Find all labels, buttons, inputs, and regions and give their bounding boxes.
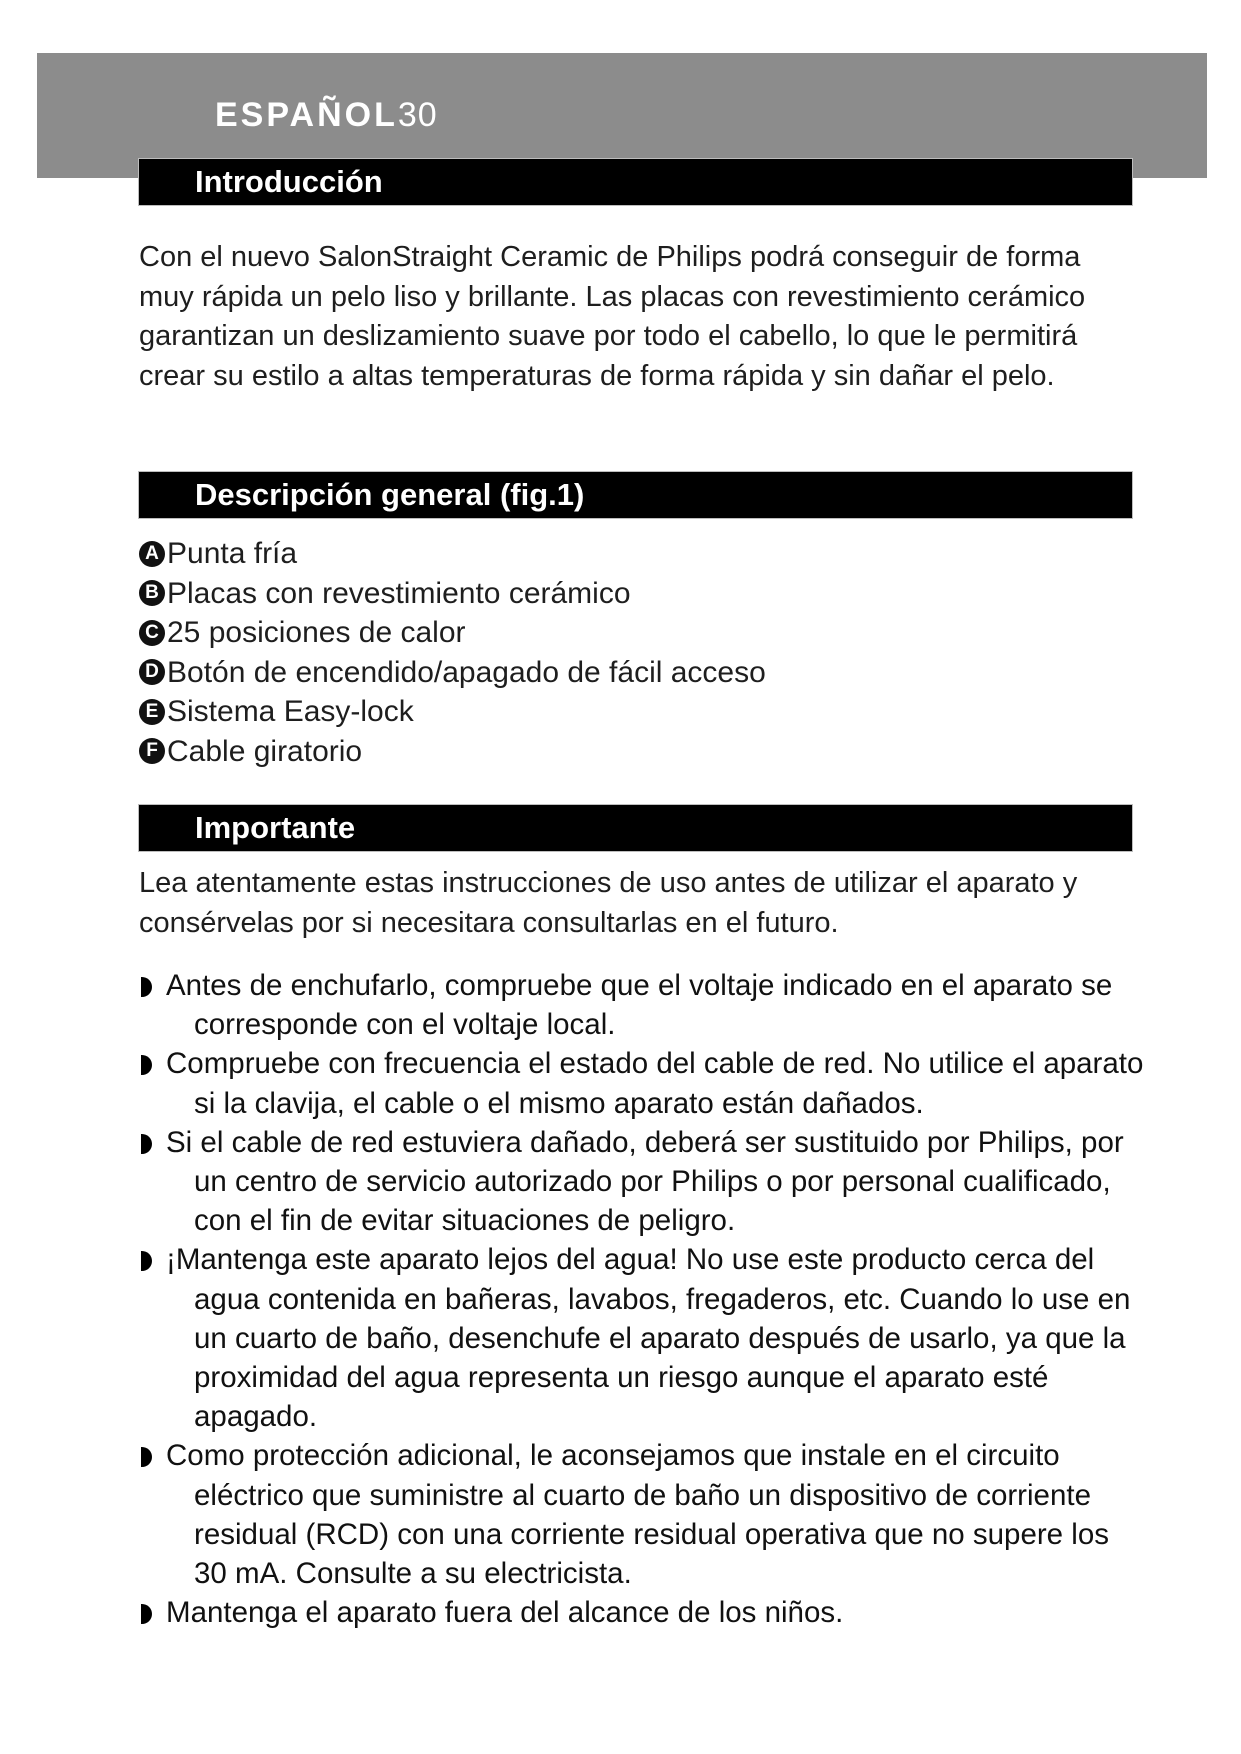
- list-item: [139, 966, 1149, 1044]
- letter-badge: C: [139, 620, 165, 646]
- bullet-text: Mantenga el aparato fuera del alcance de los niños.: [166, 1596, 844, 1630]
- list-item: [139, 534, 766, 574]
- bullet-icon: [141, 1055, 152, 1075]
- page-number: 30: [397, 96, 438, 134]
- letter-badge: A: [139, 541, 165, 567]
- letter-badge: F: [139, 738, 165, 764]
- language-label: ESPAÑOL: [215, 96, 398, 134]
- bullet-icon: [141, 1447, 152, 1467]
- section-title: Importante: [195, 810, 356, 845]
- part-label: Punta fría: [167, 537, 298, 570]
- section-header-descripcion: [139, 472, 1132, 518]
- list-item: [139, 732, 766, 772]
- bullet-icon: [141, 977, 152, 997]
- section-header-introduccion: [139, 159, 1132, 205]
- letter-badge: E: [139, 699, 165, 725]
- bullet-text: ¡Mantenga este aparato lejos del agua! No use este producto cerca del agua contenida en bañeras, lavabos, fregaderos, etc. Cuando lo use en un cuarto de baño, desenchufe el aparato después de usarlo, ya que la proximidad del agua representa un riesgo aunque el aparato esté apagado.: [166, 1243, 1131, 1434]
- list-item: [139, 1240, 1149, 1436]
- bullet-icon: [141, 1134, 152, 1154]
- section-header-importante: [139, 805, 1132, 851]
- bullet-text: Como protección adicional, le aconsejamos que instale en el circuito eléctrico que suministre al cuarto de baño un dispositivo de corriente residual (RCD) con una corriente residual operativa que no supere los 30 mA. Consulte a su electricista.: [166, 1439, 1109, 1591]
- part-label: Placas con revestimiento cerámico: [167, 576, 631, 610]
- parts-list: [139, 534, 766, 771]
- list-item: [139, 613, 766, 653]
- list-item: [139, 1593, 1149, 1632]
- letter-badge: B: [139, 580, 165, 606]
- bullet-text: Si el cable de red estuviera dañado, deberá ser sustituido por Philips, por un centro de servicio autorizado por Philips o por personal cualificado, con el fin de evitar situaciones de peligro.: [166, 1125, 1124, 1238]
- part-label: Botón de encendido/apagado de fácil acceso: [167, 655, 766, 689]
- intro-paragraph: Con el nuevo SalonStraight Ceramic de Philips podrá conseguir de forma muy rápida un pelo liso y brillante. Las placas con revestimiento cerámico garantizan un deslizamiento suave por todo el cabello, lo que le permitirá crear su estilo a altas temperaturas de forma rápida y sin dañar el pelo.: [139, 241, 1086, 392]
- page-header: [215, 96, 438, 135]
- bullet-icon: [141, 1251, 152, 1271]
- important-intro-paragraph: Lea atentamente estas instrucciones de uso antes de utilizar el aparato y consérvelas por si necesitara consultarlas en el futuro.: [139, 867, 1078, 939]
- letter-badge: D: [139, 659, 165, 685]
- section-title: Introducción: [195, 164, 383, 199]
- bullet-text: Antes de enchufarlo, compruebe que el voltaje indicado en el aparato se corresponde con el voltaje local.: [166, 969, 1113, 1042]
- bullet-text: Compruebe con frecuencia el estado del cable de red. No utilice el aparato si la clavija, el cable o el mismo aparato están dañados.: [166, 1047, 1144, 1120]
- list-item: [139, 574, 766, 614]
- part-label: 25 posiciones de calor: [167, 616, 466, 649]
- bullet-icon: [141, 1604, 152, 1624]
- part-label: Sistema Easy-lock: [167, 695, 414, 728]
- list-item: [139, 1123, 1149, 1241]
- list-item: [139, 653, 766, 693]
- section-title: Descripción general (fig.1): [195, 477, 585, 512]
- list-item: [139, 1044, 1149, 1122]
- list-item: [139, 1436, 1149, 1593]
- part-label: Cable giratorio: [167, 734, 363, 768]
- safety-bullet-list: [139, 966, 1149, 1632]
- list-item: [139, 692, 766, 732]
